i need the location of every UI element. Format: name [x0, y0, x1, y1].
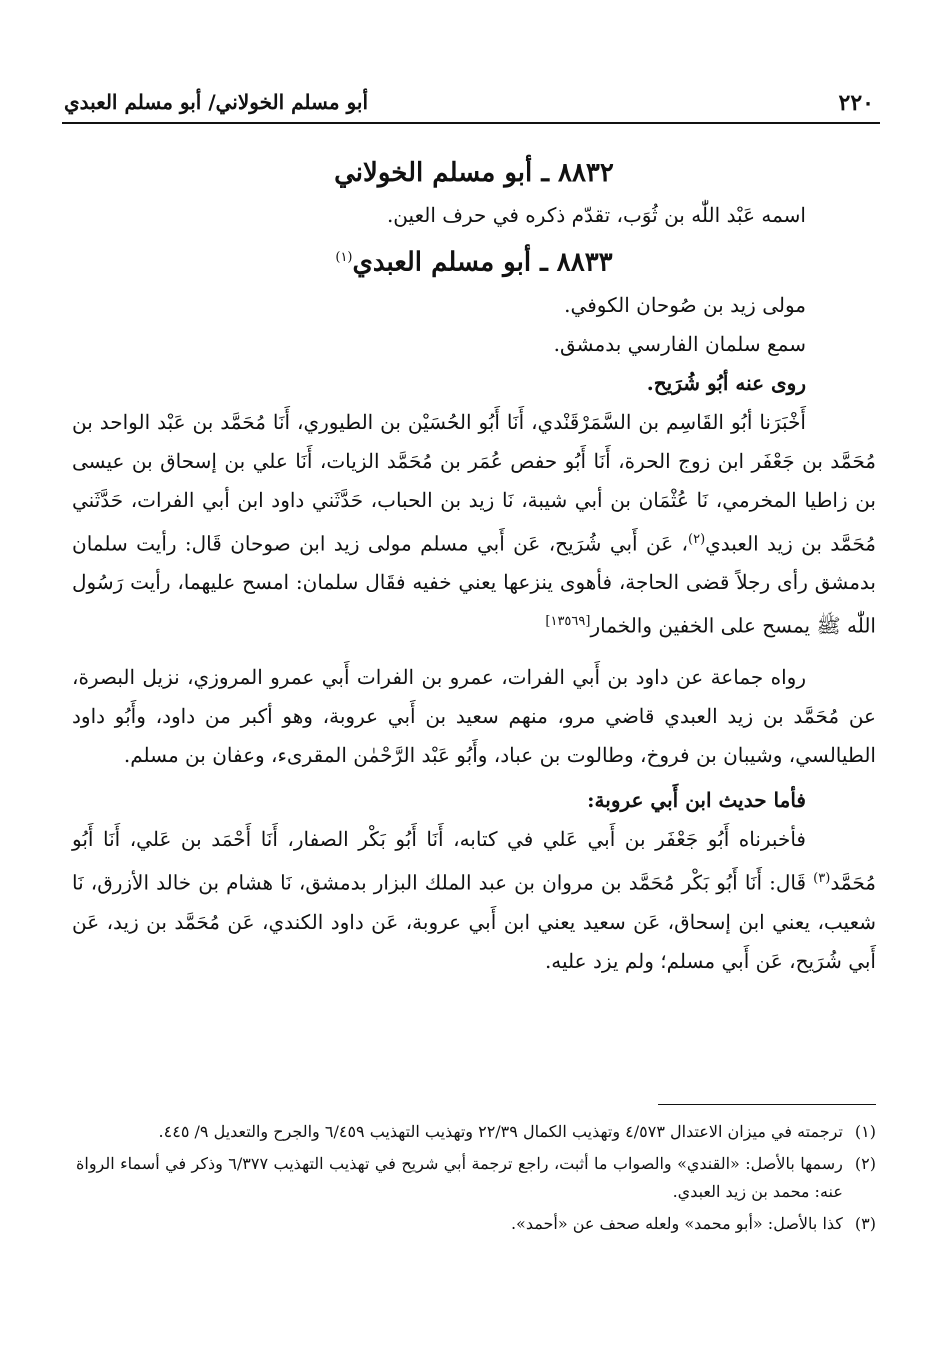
hadith-number: [١٣٥٦٩] [545, 614, 591, 630]
running-title: أبو مسلم الخولاني/ أبو مسلم العبدي [64, 90, 369, 114]
subheading: فأما حديث ابن أَبي عروبة: [587, 787, 806, 812]
narrators-paragraph: رواه جماعة عن داود بن أَبي الفرات، عمرو بن الفرات أَبي عمرو المروزي، نزيل البصرة، عن مُحَمَّد بن زيد العبدي قاضي مرو، منهم سعيد بن أَبي عروبة، وهو أكبر من داود، وأَبُو داود الطيالسي، وشيبان بن فروخ، وطالوت بن عباد، وأَبُو عَبْد الرَّحْمٰن المقرىء، وعفان بن مسلم. [72, 664, 876, 767]
entry-title-8833-text: ٨٨٣٣ ـ أبو مسلم العبدي [352, 247, 613, 278]
footnote-text: كذا بالأصل: «أبو محمد» ولعله صحف عن «أحمد». [510, 1214, 843, 1233]
footnote-number: (٣) [854, 1214, 876, 1233]
footnote-text: ترجمته في ميزان الاعتدال ٤/٥٧٣ وتهذيب الكمال ٢٢/٣٩ وتهذيب التهذيب ٦/٤٥٩ والجرح والتعديل ٩/ ٤٤٥. [158, 1122, 843, 1141]
footnote-number: (٢) [854, 1154, 876, 1173]
entry-title-8832: ٨٨٣٢ ـ أبو مسلم الخولاني [334, 158, 614, 188]
isnad-paragraph [72, 403, 876, 646]
footnote-text: رسمها بالأصل: «القندي» والصواب ما أثبت، راجع ترجمة أبي شريح في تهذيب التهذيب ٦/٣٧٧ وذكر في أسماء الرواة عنه: محمد بن زيد العبدي. [76, 1154, 843, 1201]
page-number: ٢٢٠ [838, 90, 874, 116]
entry-8832-text: اسمه عَبْد اللّٰه بن ثُوَب، تقدّم ذكره في حرف العين. [386, 203, 806, 227]
second-isnad-rest: قَال: أَنَا أَبُو بَكْر مُحَمَّد بن مروان بن عبد الملك البزار بدمشق، نَا هشام بن خالد الأزرق، نَا شعيب، يعني ابن إسحاق، عَن سعيد يعني ابن أَبي عروبة، عَن داود الكندي، عَن مُحَمَّد بن زيد، عَن أَبي شُرَيح، عَن أَبي مسلم؛ ولم يزد عليه. [72, 870, 876, 973]
footnote-ref-2: (٢) [688, 531, 706, 547]
isnad-text: أَخْبَرَنا أبُو القَاسِم بن السَّمَرْقَنْدي، أَنَا أَبُو الحُسَيْن بن الطيوري، أَنَا مُحَمَّد بن عَبْد الواحد بن مُحَمَّد بن جَعْفَر ابن زوج الحرة، أَنَا أَبُو حفص عُمَر بن مُحَمَّد الزيات، أَنَا علي بن إسحاق بن عيسى بن زاطيا المخرمي، نَا عُثْمَان بن أبي شيبة، نَا زيد بن الحباب، حَدَّثَني داود ابن أبي الفرات، حَدَّثَني مُحَمَّد بن زيد العبدي [72, 409, 876, 556]
narrated-by-line: روى عنه أبُو شُرَيح. [646, 370, 806, 395]
footnote-ref-1: (١) [335, 250, 353, 265]
client-line: مولى زيد بن صُوحان الكوفي. [564, 292, 806, 317]
second-isnad-paragraph [72, 820, 876, 981]
footnotes [76, 1118, 876, 1242]
footnote-3 [76, 1210, 876, 1238]
heard-line: سمع سلمان الفارسي بدمشق. [553, 331, 806, 356]
page-body [72, 150, 876, 987]
footnote-2 [76, 1150, 876, 1206]
entry-title-8833 [72, 235, 876, 286]
isnad-text-rest: ، عَن أَبي شُرَيح، عَن أَبي مسلم مولى زيد ابن صوحان قَال: رأيت سلمان بدمشق رأى رجلاً قضى الحاجة، فأهوى ينزعها يعني خفيه فقَال سلمان: امسح عليهما، رأيت رَسُول اللّٰه ﷺ يمسح على الخفين والخمار [72, 531, 876, 638]
footnote-divider [658, 1104, 876, 1105]
page-header [62, 86, 880, 124]
footnote-ref-3: (٣) [813, 870, 831, 886]
footnote-number: (١) [854, 1122, 876, 1141]
second-isnad-text: فأخبرناه أَبُو جَعْفَر بن أَبي عَلي في كتابه، أَنَا أَبُو بَكْر الصفار، أَنَا أَحْمَد بن عَلي، أَنَا أَبُو مُحَمَّد [72, 826, 876, 895]
footnote-1 [76, 1118, 876, 1146]
